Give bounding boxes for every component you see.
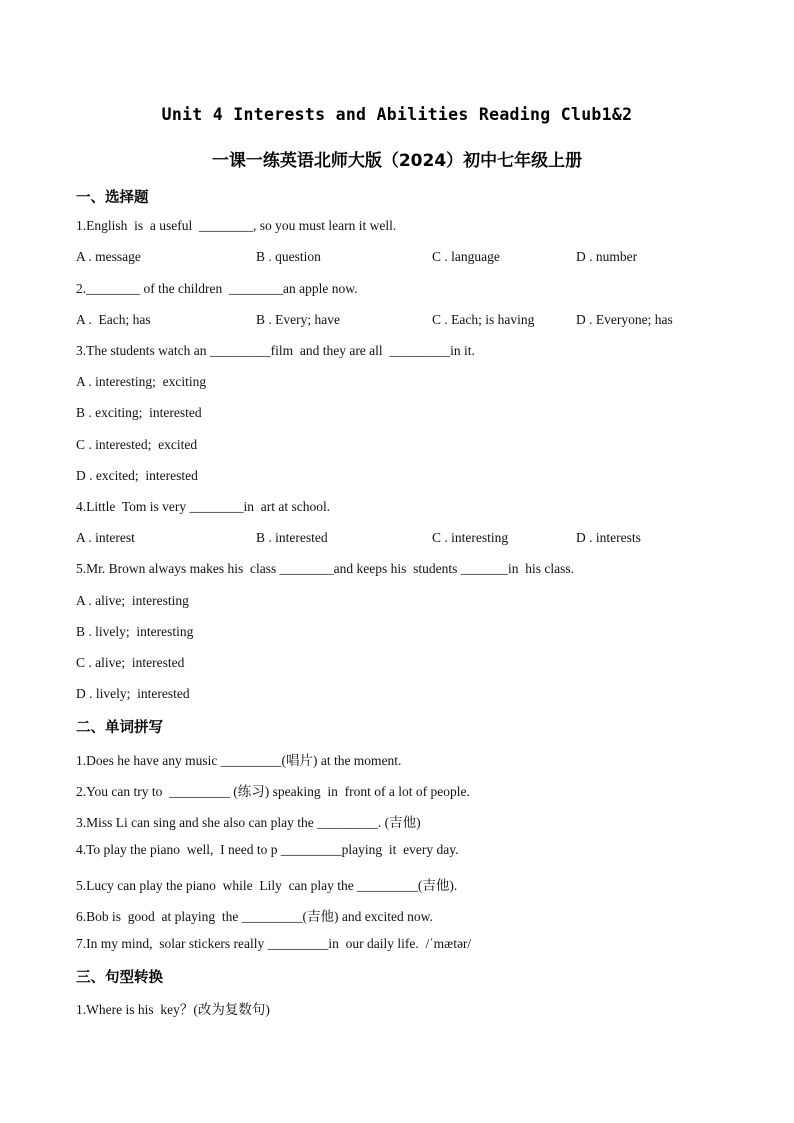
q4-option-c: C . interesting bbox=[432, 530, 509, 545]
question-4: 4.Little Tom is very ________in art at school. bbox=[76, 499, 331, 514]
q1-option-a: A . message bbox=[76, 249, 141, 264]
q3-option-c: C . interested; excited bbox=[76, 437, 198, 452]
spelling-item: 2.You can try to _________ (练习) speaking in front of a lot of people. bbox=[76, 784, 470, 799]
q5-option-d: D . lively; interested bbox=[76, 686, 190, 701]
q2-option-a: A . Each; has bbox=[76, 312, 151, 327]
q1-option-d: D . number bbox=[576, 249, 638, 264]
q5-option-b: B . lively; interesting bbox=[76, 624, 194, 639]
q3-option-b: B . exciting; interested bbox=[76, 405, 202, 420]
q3-option-a: A . interesting; exciting bbox=[76, 374, 207, 389]
transform-item: 1.Where is his key？(改为复数句) bbox=[76, 1002, 270, 1017]
q4-option-b: B . interested bbox=[256, 530, 328, 545]
q2-option-c: C . Each; is having bbox=[432, 312, 535, 327]
q5-option-a: A . alive; interesting bbox=[76, 593, 189, 608]
q2-option-b: B . Every; have bbox=[256, 312, 340, 327]
spelling-item: 1.Does he have any music _________(唱片) at the moment. bbox=[76, 753, 402, 768]
spelling-item: 6.Bob is good at playing the _________(吉他) and excited now. bbox=[76, 909, 433, 924]
question-1: 1.English is a useful ________, so you must learn it well. bbox=[76, 218, 397, 233]
question-5: 5.Mr. Brown always makes his class ________and keeps his students _______in his class. bbox=[76, 561, 574, 576]
spelling-item: 5.Lucy can play the piano while Lily can play the _________(吉他). bbox=[76, 878, 458, 893]
section-heading-sentence-transform: 三、句型转换 bbox=[76, 970, 163, 986]
q4-option-a: A . interest bbox=[76, 530, 135, 545]
section-heading-spelling: 二、单词拼写 bbox=[76, 720, 163, 736]
q4-option-d: D . interests bbox=[576, 530, 641, 545]
spelling-item: 7.In my mind, solar stickers really _________in our daily life. /ˈmætər/ bbox=[76, 936, 472, 951]
question-2: 2.________ of the children ________an apple now. bbox=[76, 281, 358, 296]
q2-option-d: D . Everyone; has bbox=[576, 312, 673, 327]
q1-option-c: C . language bbox=[432, 249, 500, 264]
section-heading-multiple-choice: 一、选择题 bbox=[76, 190, 149, 206]
document-title-chinese: 一课一练英语北师大版（2024）初中七年级上册 bbox=[211, 151, 583, 171]
q5-option-c: C . alive; interested bbox=[76, 655, 185, 670]
document-title-english: Unit 4 Interests and Abilities Reading Club1&2 bbox=[161, 105, 633, 124]
spelling-item: 4.To play the piano well, I need to p _________playing it every day. bbox=[76, 842, 459, 857]
question-3: 3.The students watch an _________film and they are all _________in it. bbox=[76, 343, 475, 358]
spelling-item: 3.Miss Li can sing and she also can play the _________. (吉他) bbox=[76, 815, 421, 830]
q3-option-d: D . excited; interested bbox=[76, 468, 198, 483]
q1-option-b: B . question bbox=[256, 249, 321, 264]
